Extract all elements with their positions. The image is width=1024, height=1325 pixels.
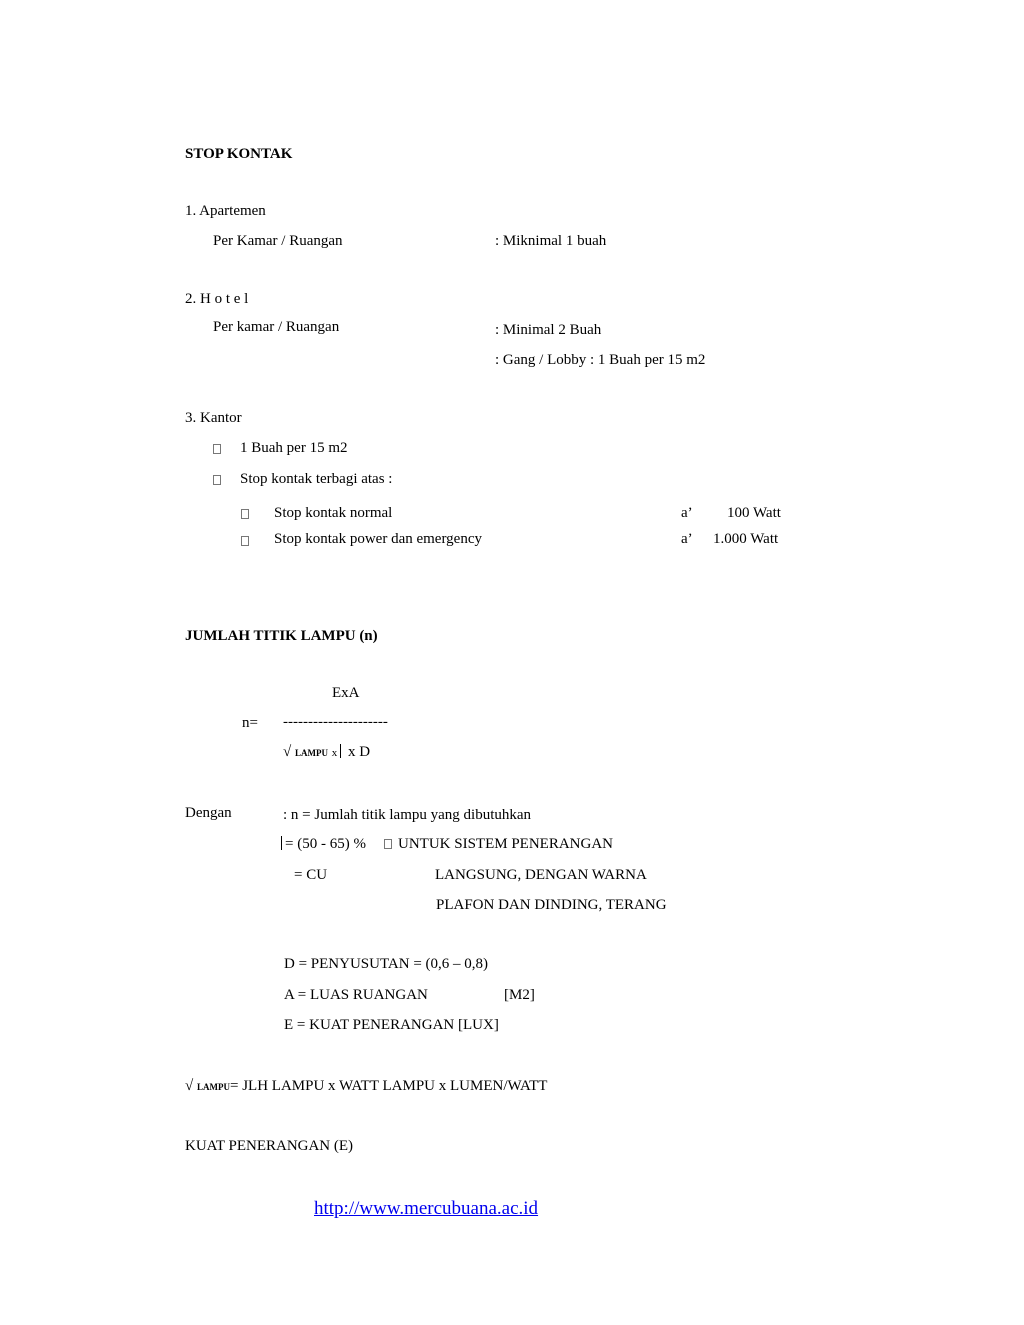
bullet-box-icon [241,536,249,546]
hotel-value-2: : Gang / Lobby : 1 Buah per 15 m2 [495,352,706,368]
kuat-penerangan-heading: KUAT PENERANGAN (E) [185,1138,354,1154]
eta-bar-icon [340,744,341,758]
sqrt-symbol: √ [185,1078,194,1094]
kantor-item-2: Stop kontak terbagi atas : [240,471,393,487]
bullet-box-icon [213,475,221,485]
bullet-box-icon [213,444,221,454]
def-eta-desc: UNTUK SISTEM PENERANGAN [398,836,614,852]
dengan-label: Dengan [185,805,232,821]
def-n: : n = Jumlah titik lampu yang dibutuhkan [283,807,532,823]
section-heading-stop-kontak: STOP KONTAK [185,146,293,162]
def-eta-text: = (50 - 65) % [285,836,366,852]
def-a: A = LUAS RUANGAN [284,987,428,1003]
def-cu-desc-1: LANGSUNG, DENGAN WARNA [435,867,647,883]
sub-item-a: a’ [681,531,693,547]
def-cu: = CU [294,867,328,883]
den-x: x [331,747,338,759]
formula-denominator [283,743,370,762]
eta-bar-icon [281,836,282,850]
formula-fraction-line: --------------------- [283,714,388,730]
den-tail: x D [347,744,371,760]
hotel-value-1: : Minimal 2 Buah [495,322,602,338]
lampu-subscript: LAMPU [294,748,328,758]
def-a-unit: [M2] [504,987,535,1003]
phi-tail: = JLH LAMPU x WATT LAMPU x LUMEN/WATT [229,1078,548,1094]
sub-item-watt: 100 Watt [727,505,781,521]
def-eta [281,835,366,853]
sub-item-label: Stop kontak power dan emergency [274,531,483,547]
apartemen-value: : Miknimal 1 buah [495,233,607,249]
apartemen-title: 1. Apartemen [185,203,266,219]
bullet-box-icon [241,509,249,519]
sub-item-label: Stop kontak normal [274,505,393,521]
def-e: E = KUAT PENERANGAN [LUX] [284,1017,499,1033]
def-d: D = PENYUSUTAN = (0,6 – 0,8) [284,956,489,972]
sub-item-a: a’ [681,505,693,521]
formula-n-label: n= [242,715,258,731]
hotel-label: Per kamar / Ruangan [213,319,340,335]
arrow-box-icon [384,839,392,849]
kantor-title: 3. Kantor [185,410,242,426]
footer-url-link[interactable]: http://www.mercubuana.ac.id [314,1198,539,1219]
formula-numerator: ExA [332,685,360,701]
apartemen-label: Per Kamar / Ruangan [213,233,343,249]
kantor-item-1: 1 Buah per 15 m2 [240,440,348,456]
lampu-subscript: LAMPU [196,1082,230,1092]
sub-item-watt: 1.000 Watt [713,531,779,547]
sqrt-symbol: √ [283,744,292,760]
def-cu-desc-2: PLAFON DAN DINDING, TERANG [436,897,667,913]
section-heading-lampu: JUMLAH TITIK LAMPU (n) [185,628,378,644]
phi-lampu-formula [185,1077,547,1096]
hotel-title: 2. H o t e l [185,291,249,307]
